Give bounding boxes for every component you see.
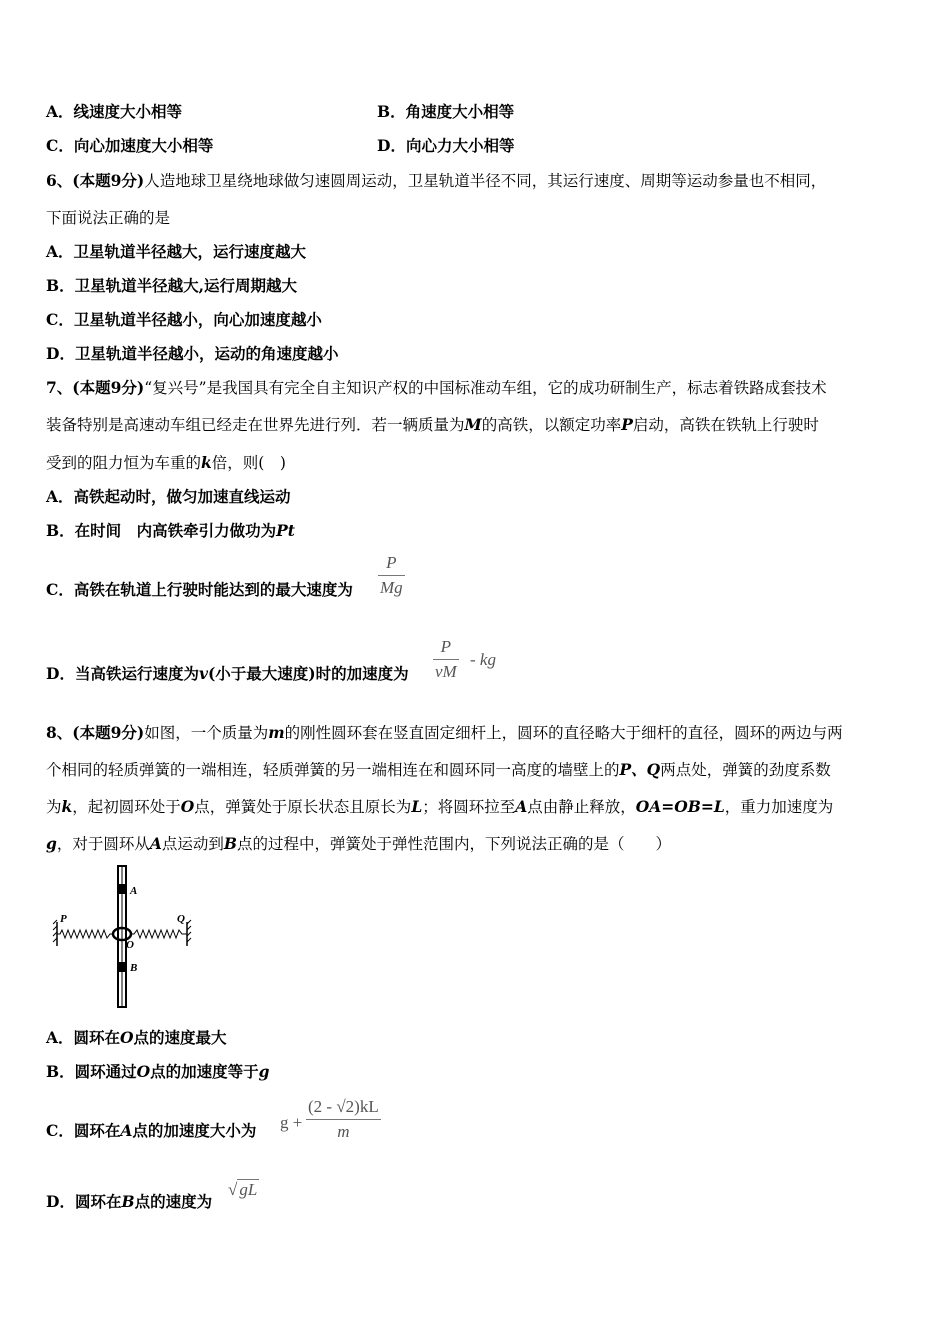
q8-c-g-plus: g + bbox=[280, 1113, 303, 1132]
q8-stem-line2: 个相同的轻质弹簧的一端相连，轻质弹簧的另一端相连在和圆环同一高度的墙壁上的P、Q两点处，弹簧的劲度系数 bbox=[46, 760, 831, 779]
q6-option-c: C．卫星轨道半径越小，向心加速度越小 bbox=[46, 310, 322, 329]
q7-stem-line3: 受到的阻力恒为车重的k倍，则( ) bbox=[46, 453, 286, 472]
q8-figure bbox=[50, 864, 195, 1009]
q8-option-d: D．圆环在B点的速度为 bbox=[46, 1192, 213, 1211]
q7-option-a: A．高铁起动时，做匀加速直线运动 bbox=[46, 487, 291, 506]
left-spring bbox=[57, 930, 114, 938]
q7-stem-line2: 装备特别是高速动车组已经走在世界先进行列．若一辆质量为M的高铁，以额定功率P启动，高铁在铁轨上行驶时 bbox=[46, 415, 819, 434]
q5-option-a: A．线速度大小相等 bbox=[46, 102, 183, 121]
q8-option-a: A．圆环在O点的速度最大 bbox=[46, 1028, 227, 1047]
q5-option-c: C．向心加速度大小相等 bbox=[46, 136, 214, 155]
q7-d-tail: - kg bbox=[470, 650, 496, 669]
q8-stem-line4: g，对于圆环从A点运动到B点的过程中，弹簧处于弹性范围内，下列说法正确的是（ ） bbox=[46, 834, 672, 853]
q8-c-fraction: (2 - √2)kL m bbox=[308, 1097, 379, 1141]
q5-option-d: D．向心力大小相等 bbox=[377, 136, 515, 155]
right-spring bbox=[130, 930, 187, 938]
q6-option-a: A．卫星轨道半径越大，运行速度越大 bbox=[46, 242, 307, 261]
fig-label-a: A bbox=[130, 885, 138, 897]
q8-stem-line3: 为k，起初圆环处于O点，弹簧处于原长状态且原长为L；将圆环拉至A点由静止释放，OA=OB=L，重力加速度为 bbox=[46, 797, 834, 816]
q7-stem-line1: 7、(本题9分)“复兴号”是我国具有完全自主知识产权的中国标准动车组，它的成功研制生产，标志着铁路成套技术 bbox=[46, 378, 827, 397]
q7-option-d: D．当高铁运行速度为v(小于最大速度)时的加速度为 bbox=[46, 664, 409, 683]
q8-option-b: B．圆环通过O点的加速度等于g bbox=[46, 1062, 270, 1081]
q6-option-b: B．卫星轨道半径越大,运行周期越大 bbox=[46, 276, 297, 295]
q8-option-c: C．圆环在A点的加速度大小为 bbox=[46, 1121, 257, 1140]
q8-d-sqrt: √ gL bbox=[228, 1180, 258, 1199]
marker-a bbox=[119, 884, 125, 894]
q7-c-fraction: P Mg bbox=[380, 553, 403, 597]
fig-label-o: O bbox=[126, 939, 134, 951]
fig-label-p: P bbox=[60, 913, 67, 925]
q6-stem-line2: 下面说法正确的是 bbox=[46, 209, 171, 227]
q7-d-fraction: P vM bbox=[435, 637, 457, 681]
q7-option-c: C．高铁在轨道上行驶时能达到的最大速度为 bbox=[46, 580, 353, 599]
q8-stem-line1: 8、(本题9分)如图，一个质量为m的刚性圆环套在竖直固定细杆上，圆环的直径略大于细杆的直径，圆环的两边与两 bbox=[46, 723, 843, 742]
fig-label-q: Q bbox=[177, 913, 185, 925]
q6-option-d: D．卫星轨道半径越小，运动的角速度越小 bbox=[46, 344, 339, 363]
fig-label-b: B bbox=[130, 962, 138, 974]
q5-option-b: B．角速度大小相等 bbox=[377, 102, 515, 121]
q6-stem-line1: 6、(本题9分)人造地球卫星绕地球做匀速圆周运动，卫星轨道半径不同，其运行速度、周期等运动参量也不相同， bbox=[46, 171, 827, 190]
q7-option-b: B．在时间 内高铁牵引力做功为Pt bbox=[46, 521, 295, 540]
marker-b bbox=[119, 962, 125, 972]
